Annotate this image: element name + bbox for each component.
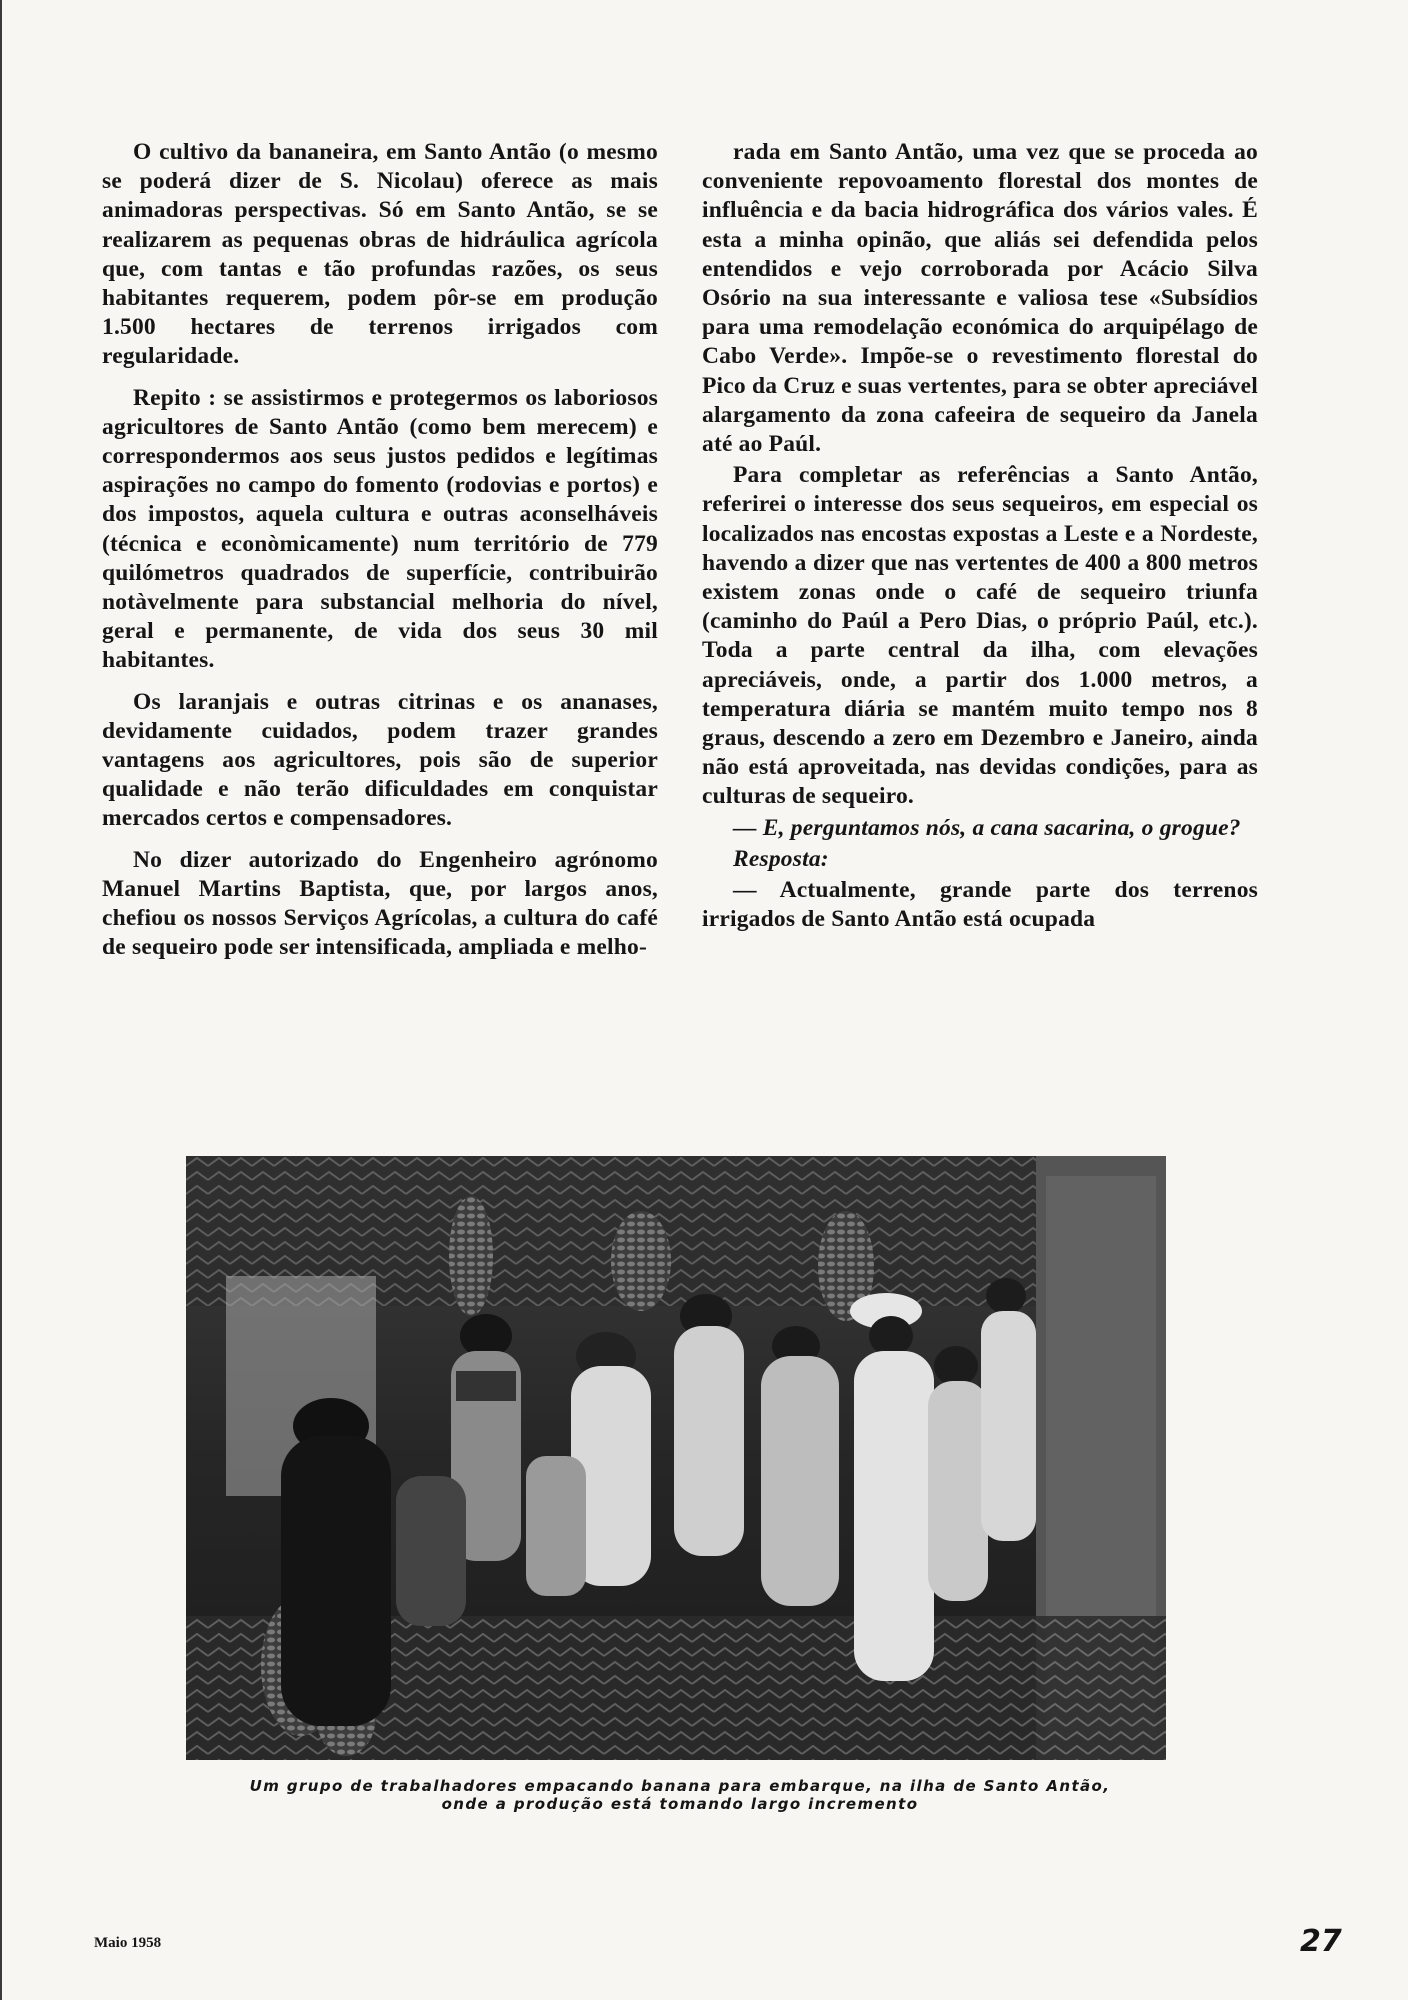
- workers-photo-image: [186, 1156, 1166, 1760]
- paragraph-repito: Repito : se assistirmos e protegermos os laboriosos agricultores de Santo Antão (como bem merecem) e correspondermos aos seus justos pedidos e legítimas aspirações no campo do fomento (rodovias e portos) e dos impostos, aquela cultura e outras aconselháveis (técnica e econòmicamente) num território de 779 quilómetros quadrados de superfície, contribuirão notàvelmente para substancial melhoria do nível, geral e permanente, de vida dos seus 30 mil habitantes.: [102, 384, 658, 674]
- caption-line-1: Um grupo de trabalhadores empacando banana para embarque, na ilha de Santo Antão,: [249, 1777, 1111, 1795]
- answer-label: Resposta:: [733, 845, 829, 872]
- question-cana: — E, perguntamos nós, a cana sacarina, o grogue?: [733, 814, 1241, 841]
- paragraph-actualmente: — Actualmente, grande parte dos terrenos irrigados de Santo Antão está ocupada: [702, 877, 1258, 933]
- caption-line-2: onde a produção está tomando largo incremento: [441, 1795, 919, 1813]
- photo-caption: [200, 1777, 1160, 1813]
- page-number: 27: [1300, 1924, 1342, 1959]
- left-column: [102, 138, 658, 1143]
- issue-date: Maio 1958: [94, 1935, 162, 1951]
- workers-photo: [186, 1156, 1166, 1760]
- page-edge: [0, 0, 2, 2000]
- article-body: [102, 138, 1258, 1143]
- paragraph-sequeiros: Para completar as referências a Santo Antão, referirei o interesse dos seus sequeiros, em especial os localizados nas encostas expostas a Leste e a Nordeste, havendo a dizer que nas vertentes de 400 a 800 metros existem zonas onde o café de sequeiro triunfa (caminho do Paúl a Pero Dias, o próprio Paúl, etc.). Toda a parte central da ilha, com elevações apreciáveis, onde, a partir dos 1.000 metros, a temperatura diária se mantém muito tempo nos 8 graus, descendo a zero em Dezembro e Janeiro, ainda não está aproveitada, nas devidas condições, para as culturas de sequeiro.: [702, 462, 1258, 810]
- paragraph-citrinas: Os laranjais e outras citrinas e os ananases, devidamente cuidados, podem trazer grandes vantagens aos agricultores, pois são de superior qualidade e não terão dificuldades em conquistar mercados certos e compensadores.: [102, 688, 658, 832]
- paragraph-banana: O cultivo da bananeira, em Santo Antão (o mesmo se poderá dizer de S. Nicolau) oferece as mais animadoras perspectivas. Só em Santo Antão, se se realizarem as pequenas obras de hidráulica agrícola que, com tantas e tão profundas razões, os seus habitantes requerem, podem pôr-se em produção 1.500 hectares de terrenos irrigados com regularidade.: [102, 139, 658, 370]
- right-column: [702, 138, 1258, 1143]
- paragraph-repovoamento: rada em Santo Antão, uma vez que se proceda ao conveniente repovoamento florestal dos montes de influência e da bacia hidrográfica dos vários vales. É esta a minha opinão, que aliás sei defendida pelos entendidos e vejo corroborada por Acácio Silva Osório na sua interessante e valiosa tese «Subsídios para uma remodelação económica do arquipélago de Cabo Verde». Impõe-se o revestimento florestal do Pico da Cruz e suas vertentes, para se obter apreciável alargamento da zona cafeeira de sequeiro da Janela até ao Paúl.: [702, 139, 1258, 458]
- paragraph-cafe: No dizer autorizado do Engenheiro agrónomo Manuel Martins Baptista, que, por largos anos, chefiou os nossos Serviços Agrícolas, a cultura do café de sequeiro pode ser intensificada, ampliada e melho-: [102, 846, 658, 961]
